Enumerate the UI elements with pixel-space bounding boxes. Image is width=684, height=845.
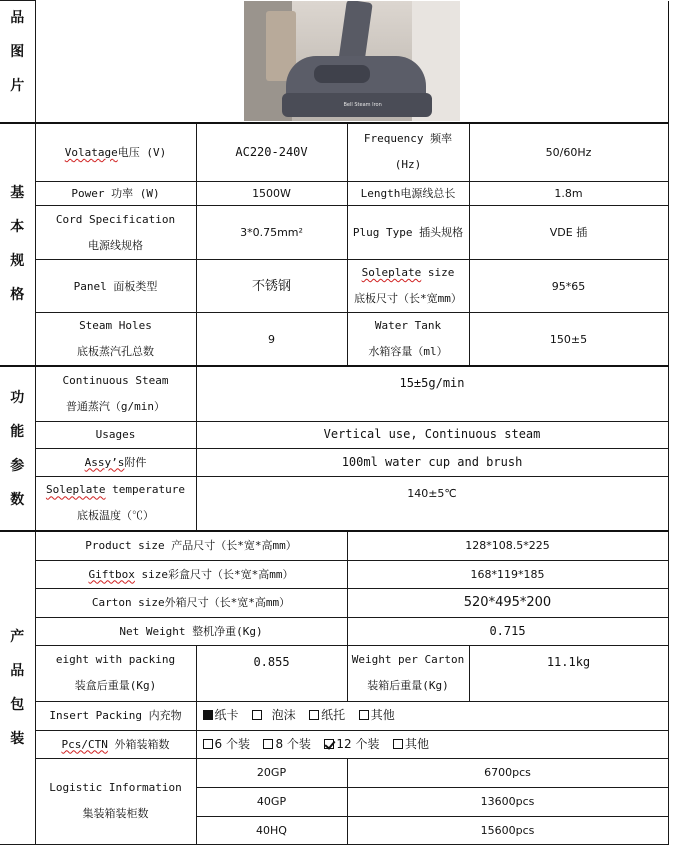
spec-row-cord <box>0 206 668 260</box>
giftbox-label-rest: size彩盒尺寸（长*宽*高mm） <box>134 567 294 581</box>
holes-label <box>35 313 196 367</box>
logistic-qty: 15600pcs <box>347 816 668 844</box>
cord-label-zh: 电源线规格 <box>88 238 143 252</box>
soleplate-value: 95*65 <box>469 260 668 313</box>
insert-option-card[interactable] <box>203 707 239 724</box>
voltage-label <box>35 123 196 182</box>
pcs-option-8-label: 8 个装 <box>275 736 311 751</box>
product-photo-cell <box>35 1 668 123</box>
product-size-value: 128*108.5*225 <box>347 531 668 560</box>
pack-row-logistic-1 <box>0 758 668 787</box>
holes-value: 9 <box>196 313 347 367</box>
insert-option-tray-label: 纸托 <box>321 708 346 722</box>
carton-value: 520*495*200 <box>347 588 668 617</box>
checkbox-empty-icon[interactable] <box>309 710 319 720</box>
voltage-value: AC220-240V <box>196 123 347 182</box>
section-specs-text: 基 本 规 格 <box>10 185 25 304</box>
feature-row-usages <box>0 421 668 448</box>
pack-row-product-size <box>0 531 668 560</box>
section-specs-label <box>0 123 35 367</box>
section-packaging-text: 产 品 包 装 <box>10 628 25 747</box>
checkbox-filled-icon[interactable] <box>203 710 213 720</box>
pack-row-gross-weight <box>0 645 668 701</box>
holes-label-zh: 底板蒸汽孔总数 <box>77 345 154 358</box>
gross-label <box>35 645 196 701</box>
plug-value: VDE 插 <box>469 206 668 260</box>
pack-row-carton <box>0 588 668 617</box>
steam-value: 15±5g/min <box>196 366 668 421</box>
frequency-label <box>347 123 469 182</box>
power-value: 1500W <box>196 182 347 206</box>
carton-weight-label <box>347 645 469 701</box>
product-size-label: Product size 产品尺寸（长*宽*高mm） <box>35 531 347 560</box>
pcs-label-zh: 外箱装箱数 <box>107 737 170 751</box>
steam-label <box>35 366 196 421</box>
pcs-label-en: Pcs/CTN <box>61 737 108 751</box>
section-features-label <box>0 366 35 531</box>
checkbox-checked-icon[interactable] <box>324 739 334 749</box>
cord-label <box>35 206 196 260</box>
tank-label-en: Water Tank <box>374 319 442 332</box>
section-features-text: 功 能 参 数 <box>10 389 25 508</box>
panel-value: 不锈钢 <box>196 260 347 313</box>
pcs-label <box>35 730 196 758</box>
product-photo <box>244 1 460 121</box>
checkbox-empty-icon[interactable] <box>359 710 369 720</box>
pack-row-giftbox <box>0 560 668 588</box>
voltage-label-en: Volatage <box>64 145 118 159</box>
frequency-label-en: Frequency 频率 <box>363 132 453 146</box>
length-value: 1.8m <box>469 182 668 206</box>
usages-label: Usages <box>35 421 196 448</box>
pcs-option-other-label: 其他 <box>405 736 430 751</box>
length-label: Length电源线总长 <box>347 182 469 206</box>
soleplate-label <box>347 260 469 313</box>
insert-option-foam-label: 泡沫 <box>271 708 296 722</box>
pcs-option-12[interactable] <box>324 736 379 753</box>
spec-row-voltage <box>0 123 668 182</box>
checkbox-empty-icon[interactable] <box>203 739 213 749</box>
section-photo-text: 品 图 片 <box>10 10 25 94</box>
frequency-label-unit: (Hz) <box>394 158 422 172</box>
gross-label-en: eight with packing <box>55 653 176 666</box>
spec-row-panel <box>0 260 668 313</box>
section-photo-label <box>0 1 35 123</box>
temp-label-zh: 底板温度（℃） <box>77 509 154 523</box>
temp-label-en: Soleplate <box>45 483 106 497</box>
giftbox-label-en: Giftbox <box>88 567 135 581</box>
checkbox-empty-icon[interactable] <box>263 739 273 749</box>
feature-row-steam <box>0 366 668 421</box>
temp-label <box>35 476 196 531</box>
logistic-label-en: Logistic Information <box>49 781 182 794</box>
insert-option-other-label: 其他 <box>370 708 395 722</box>
plug-label: Plug Type 插头规格 <box>347 206 469 260</box>
pack-row-net-weight <box>0 617 668 645</box>
net-weight-value: 0.715 <box>347 617 668 645</box>
panel-label: Panel 面板类型 <box>35 260 196 313</box>
spec-row-holes <box>0 313 668 367</box>
pcs-option-other[interactable] <box>393 736 429 753</box>
giftbox-value: 168*119*185 <box>347 560 668 588</box>
tank-label-zh: 水箱容量（ml） <box>368 345 448 358</box>
gross-label-zh: 装盒后重量(Kg) <box>74 679 157 692</box>
pcs-options <box>196 730 668 758</box>
assy-label-zh: 附件 <box>124 455 147 469</box>
logistic-container: 40HQ <box>196 816 347 844</box>
carton-label: Carton size外箱尺寸（长*宽*高mm） <box>35 588 347 617</box>
soleplate-label-rest: size <box>421 266 455 279</box>
giftbox-label <box>35 560 347 588</box>
logistic-container: 20GP <box>196 758 347 787</box>
checkbox-empty-icon[interactable] <box>393 739 403 749</box>
carton-weight-label-en: Weight per Carton <box>351 653 465 666</box>
pcs-option-6[interactable] <box>203 736 250 753</box>
steam-label-zh: 普通蒸汽（g/min） <box>65 399 166 413</box>
cord-value: 3*0.75mm² <box>196 206 347 260</box>
insert-option-other[interactable] <box>359 707 395 724</box>
steamer-logo <box>344 97 382 114</box>
cord-label-en: Cord Specification <box>55 212 176 226</box>
power-label: Power 功率 (W) <box>35 182 196 206</box>
holes-label-en: Steam Holes <box>79 319 152 332</box>
photo-row <box>0 1 668 123</box>
voltage-label-zh: 电压 (V) <box>117 145 167 159</box>
logistic-label-zh: 集装箱装柜数 <box>82 807 149 820</box>
assy-label-en: Assy’s <box>84 455 125 469</box>
tank-label <box>347 313 469 367</box>
steamer-logo-text: Bell Steam Iron <box>343 102 382 108</box>
net-weight-label: Net Weight 整机净重(Kg) <box>35 617 347 645</box>
spec-row-power <box>0 182 668 206</box>
logistic-label <box>35 758 196 844</box>
soleplate-label-zh: 底板尺寸（长*宽mm） <box>354 292 462 305</box>
pcs-option-6-label: 6 个装 <box>214 736 250 751</box>
tank-value: 150±5 <box>469 313 668 367</box>
logistic-qty: 6700pcs <box>347 758 668 787</box>
logistic-qty: 13600pcs <box>347 787 668 816</box>
pcs-option-8[interactable] <box>263 736 310 753</box>
insert-option-tray[interactable] <box>309 707 345 724</box>
insert-option-foam[interactable] <box>252 707 296 724</box>
logistic-container: 40GP <box>196 787 347 816</box>
soleplate-label-en: Soleplate <box>361 266 422 279</box>
insert-options <box>196 701 668 730</box>
frequency-value: 50/60Hz <box>469 123 668 182</box>
temp-label-rest: temperature <box>105 483 186 497</box>
usages-value: Vertical use, Continuous steam <box>196 421 668 448</box>
temp-value: 140±5℃ <box>196 476 668 531</box>
assy-label <box>35 448 196 476</box>
pack-row-insert <box>0 701 668 730</box>
feature-row-temperature <box>0 476 668 531</box>
insert-option-card-label: 纸卡 <box>214 708 239 722</box>
carton-weight-label-zh: 装箱后重量(Kg) <box>367 679 449 692</box>
steam-label-en: Continuous Steam <box>62 373 169 387</box>
assy-value: 100ml water cup and brush <box>196 448 668 476</box>
pcs-option-12-label: 12 个装 <box>336 736 380 751</box>
section-packaging-label <box>0 531 35 844</box>
gross-value: 0.855 <box>196 645 347 701</box>
insert-label: Insert Packing 内充物 <box>35 701 196 730</box>
pack-row-pcs <box>0 730 668 758</box>
checkbox-empty-icon[interactable] <box>252 710 262 720</box>
steamer-plate <box>314 65 370 83</box>
carton-weight-value: 11.1kg <box>469 645 668 701</box>
feature-row-assy <box>0 448 668 476</box>
